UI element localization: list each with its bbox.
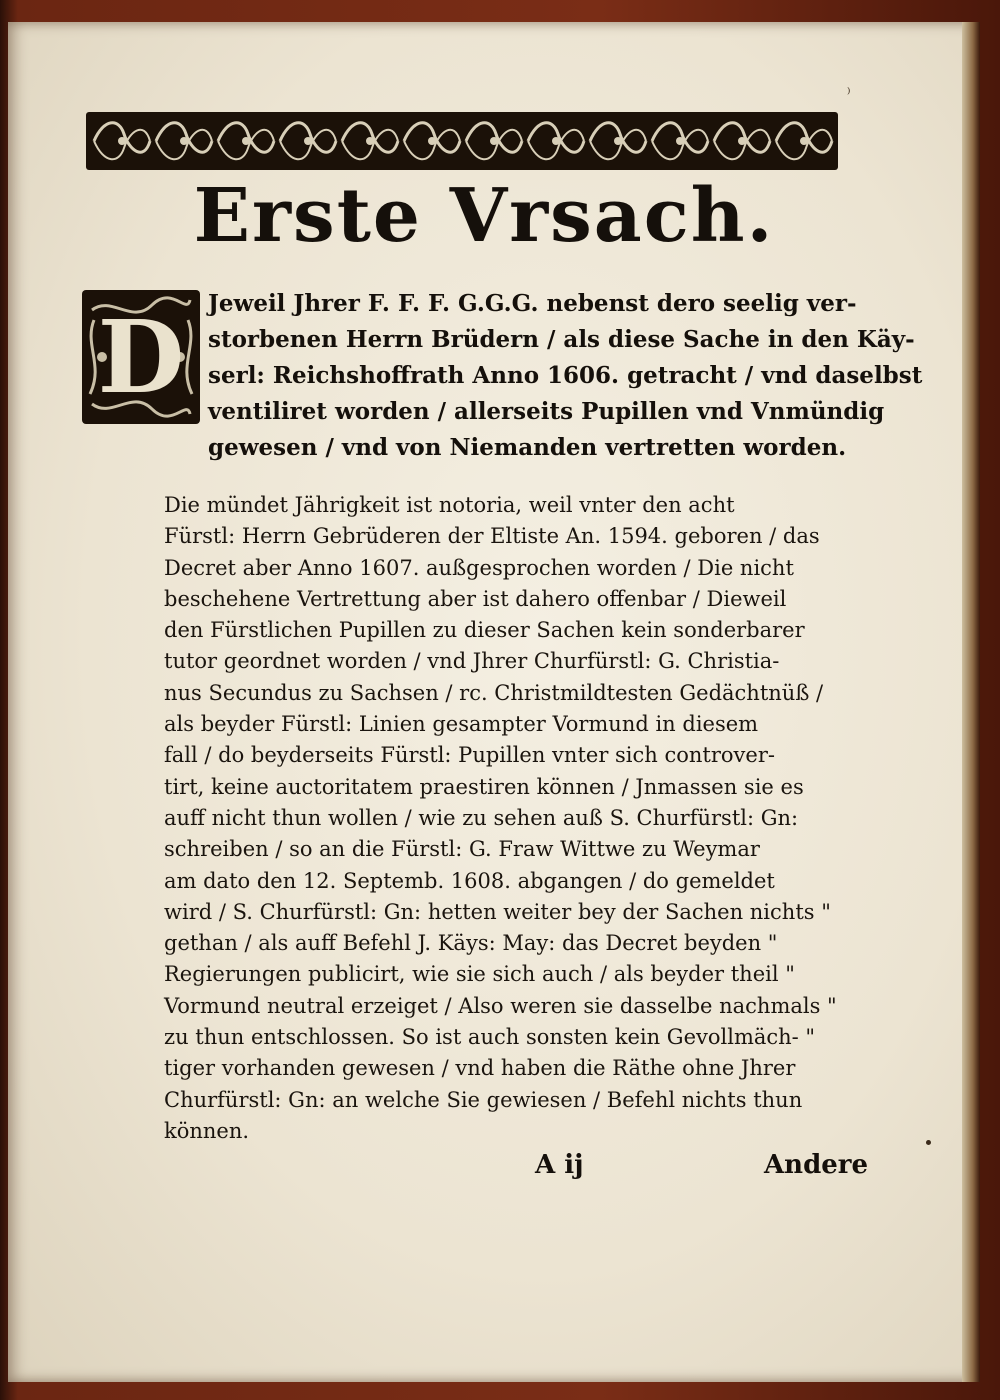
headband-motif [466,123,522,159]
lead-line: Jeweil Jhrer F. F. F. G.G.G. nebenst dero seelig ver- [208,290,857,317]
body-line: gethan / als auff Befehl J. Käys: May: das Decret beyden " [164,931,778,956]
page-mark: ⁾ [847,86,851,102]
initial-letter: D [97,298,185,416]
headband-ornament [86,112,838,170]
body-line: fall / do beyderseits Fürstl: Pupillen vnter sich controver- [164,743,775,768]
lead-line: ventiliret worden / allerseits Pupillen vnd Vnmündig [208,398,885,425]
body-line: tiger vorhanden gewesen / vnd haben die Räthe ohne Jhrer [164,1056,796,1081]
body-line: nus Secundus zu Sachsen / rc. Christmildtesten Gedächtnüß / [164,680,824,705]
body-line: den Fürstlichen Pupillen zu dieser Sachen kein sonderbarer [164,618,805,643]
body-line: zu thun entschlossen. So ist auch sonsten kein Gevollmäch- " [164,1025,816,1050]
body-line: Die mündet Jährigkeit ist notoria, weil vnter den acht [164,493,735,517]
body-line: Decret aber Anno 1607. außgesprochen worden / Die nicht [164,555,794,580]
headband-motif [528,123,584,159]
body-line: Regierungen publicirt, wie sie sich auch / als beyder theil " [164,962,795,987]
lead-line: serl: Reichshoffrath Anno 1606. getracht / vnd daselbst [208,362,923,389]
lead-line: storbenen Herrn Brüdern / als diese Sache in den Käy- [208,326,915,353]
headband-motif [342,123,398,159]
headband-motif [404,123,460,159]
headband-motif [156,123,212,159]
signature-mark: A ij [535,1150,584,1180]
headband-motif [714,123,770,159]
body-line: tirt, keine auctoritatem praestiren können / Jnmassen sie es [164,774,804,799]
ornamental-headband [86,112,838,170]
page-footer [0,1150,968,1190]
body-line: tutor geordnet worden / vnd Jhrer Churfürstl: G. Christia- [164,649,780,674]
body-line: beschehene Vertrettung aber ist dahero offenbar / Dieweil [164,586,787,611]
body-line: als beyder Fürstl: Linien gesampter Vormund in diesem [164,712,759,737]
headband-motif [94,123,150,159]
headband-motif [590,123,646,159]
body-paragraph [164,490,837,1147]
body-line: können. [164,1118,250,1143]
body-line: Fürstl: Herrn Gebrüderen der Eltiste An. 1594. geboren / das [164,524,820,549]
headband-motif [776,123,832,159]
body-line: am dato den 12. Septemb. 1608. abgangen / do gemeldet [164,868,775,893]
headband-motif [280,123,336,159]
headband-motif [652,123,708,159]
page-title: Erste Vrsach. [193,173,775,259]
lead-line: gewesen / vnd von Niemanden vertretten worden. [208,434,847,461]
body-line: schreiben / so an die Fürstl: G. Fraw Wittwe zu Weymar [164,837,760,862]
body-line: Churfürstl: Gn: an welche Sie gewiesen / Befehl nichts thun [164,1087,803,1112]
headband-motif [218,123,274,159]
body-line: Vormund neutral erzeiget / Also weren sie dasselbe nachmals " [164,993,837,1018]
ink-spot [926,1140,931,1145]
decorated-initial [82,290,200,424]
body-line: wird / S. Churfürstl: Gn: hetten weiter bey der Sachen nichts " [164,899,831,924]
body-line: auff nicht thun wollen / wie zu sehen auß S. Churfürstl: Gn: [164,805,799,830]
catchword: Andere [764,1150,869,1180]
lead-paragraph [208,286,923,466]
